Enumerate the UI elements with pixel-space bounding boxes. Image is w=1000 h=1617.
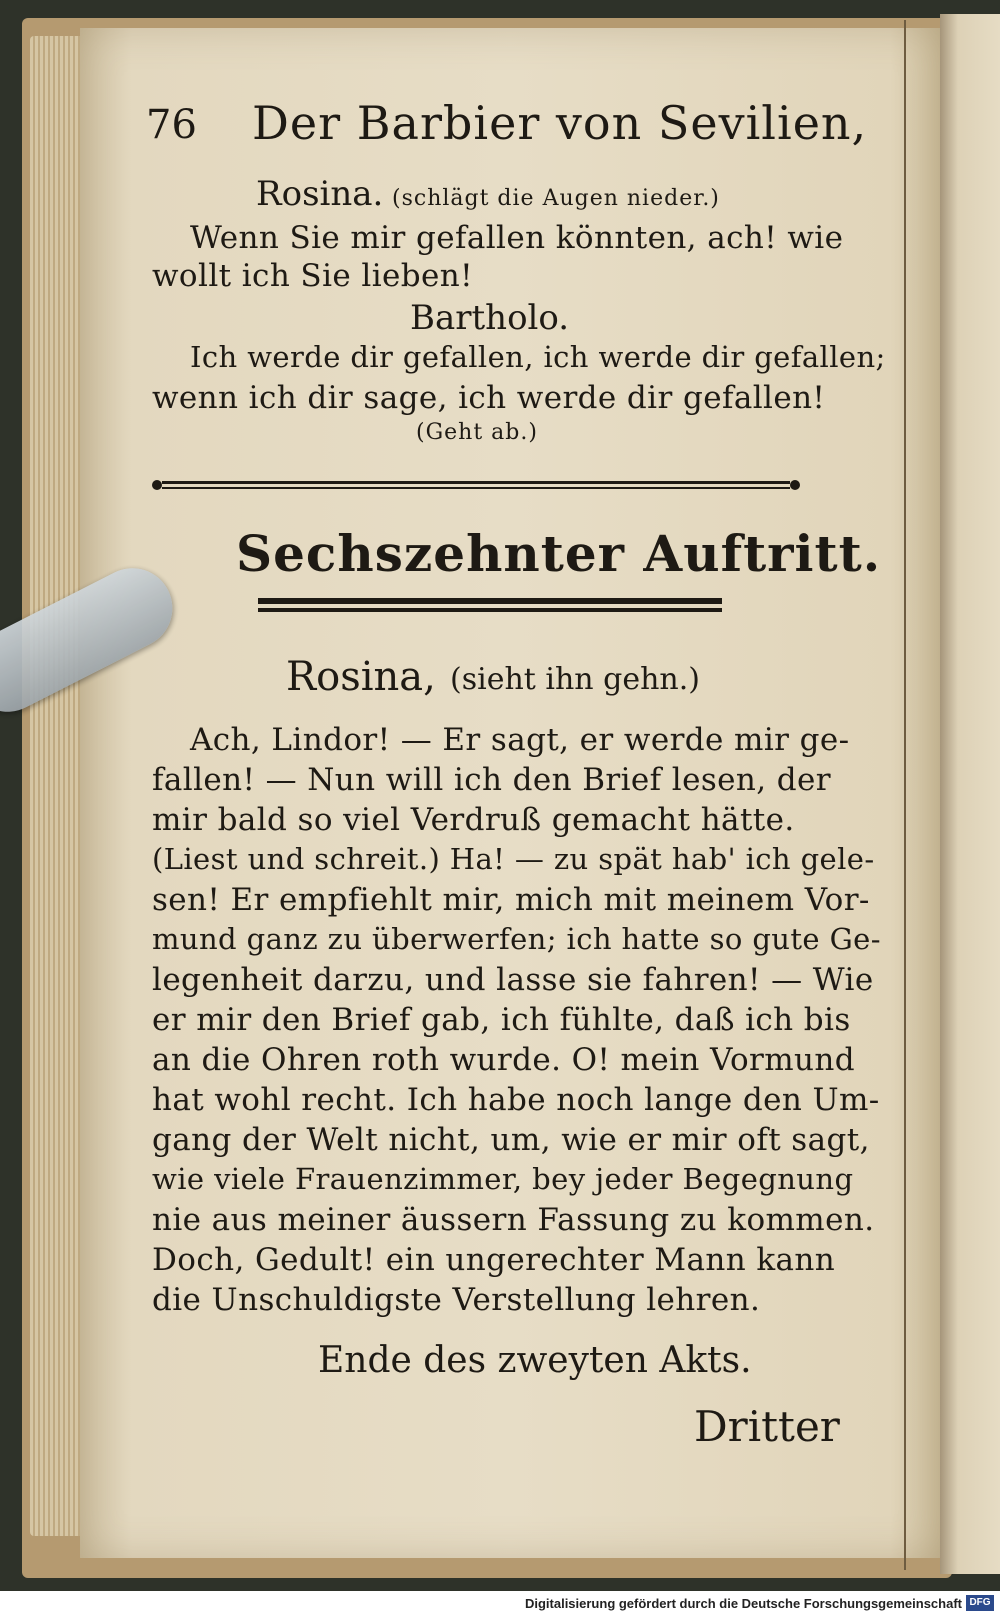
text-line: an die Ohren roth wurde. O! mein Vormund xyxy=(152,1042,855,1078)
text-line: legenheit darzu, und lasse sie fahren! — Wie xyxy=(152,962,874,998)
ornamental-rule xyxy=(152,478,800,492)
rule-end-ornament xyxy=(790,480,800,490)
speaker-rosina: Rosina. xyxy=(256,174,384,214)
stage-direction: (Geht ab.) xyxy=(416,420,538,445)
rule-line xyxy=(162,481,790,484)
running-title: Der Barbier von Sevilien, xyxy=(252,96,868,150)
dfg-logo: DFG xyxy=(966,1595,994,1611)
double-rule xyxy=(258,598,722,616)
text-line: die Unschuldigste Verstellung lehren. xyxy=(152,1282,761,1318)
footer-bar xyxy=(0,1591,1000,1617)
stage-direction: (schlägt die Augen nieder.) xyxy=(392,186,720,211)
page-number: 76 xyxy=(146,102,197,148)
text-line: fallen! — Nun will ich den Brief lesen, der xyxy=(152,762,831,798)
text-line: wollt ich Sie lieben! xyxy=(152,258,473,294)
text-line: nie aus meiner äussern Fassung zu kommen. xyxy=(152,1202,875,1238)
text-line: er mir den Brief gab, ich fühlte, daß ich bis xyxy=(152,1002,851,1038)
text-line: Ach, Lindor! — Er sagt, er werde mir ge- xyxy=(190,722,850,758)
facing-page-edge xyxy=(940,14,1000,1574)
text-line: Ich werde dir gefallen, ich werde dir gefallen; xyxy=(190,340,886,374)
rule-line xyxy=(162,487,790,489)
text-line: mir bald so viel Verdruß gemacht hätte. xyxy=(152,802,795,838)
rule-line xyxy=(258,608,722,612)
text-line: Doch, Gedult! ein ungerechter Mann kann xyxy=(152,1242,836,1278)
scene-title: Sechszehnter Auftritt. xyxy=(236,524,882,583)
page-gutter xyxy=(904,20,906,1570)
speaker-rosina: Rosina, xyxy=(286,654,436,700)
speaker-bartholo: Bartholo. xyxy=(410,298,570,338)
text-line: gang der Welt nicht, um, wie er mir oft sagt, xyxy=(152,1122,870,1158)
catchword: Dritter xyxy=(694,1402,840,1451)
rule-line xyxy=(258,598,722,604)
footer-credit: Digitalisierung gefördert durch die Deutsche Forschungsgemeinschaft xyxy=(524,1596,962,1611)
text-line: hat wohl recht. Ich habe noch lange den Um- xyxy=(152,1082,880,1118)
stage-direction: (sieht ihn gehn.) xyxy=(450,662,700,697)
text-line: (Liest und schreit.) Ha! — zu spät hab' ich gele- xyxy=(152,842,875,876)
text-line: wie viele Frauenzimmer, bey jeder Begegnung xyxy=(152,1162,854,1196)
rule-end-ornament xyxy=(152,480,162,490)
text-line: wenn ich dir sage, ich werde dir gefallen! xyxy=(152,380,826,416)
text-line: sen! Er empfiehlt mir, mich mit meinem Vor- xyxy=(152,882,870,918)
end-of-act: Ende des zweyten Akts. xyxy=(318,1340,752,1381)
text-line: mund ganz zu überwerfen; ich hatte so gute Ge- xyxy=(152,922,881,956)
text-line: Wenn Sie mir gefallen könnten, ach! wie xyxy=(190,220,844,256)
